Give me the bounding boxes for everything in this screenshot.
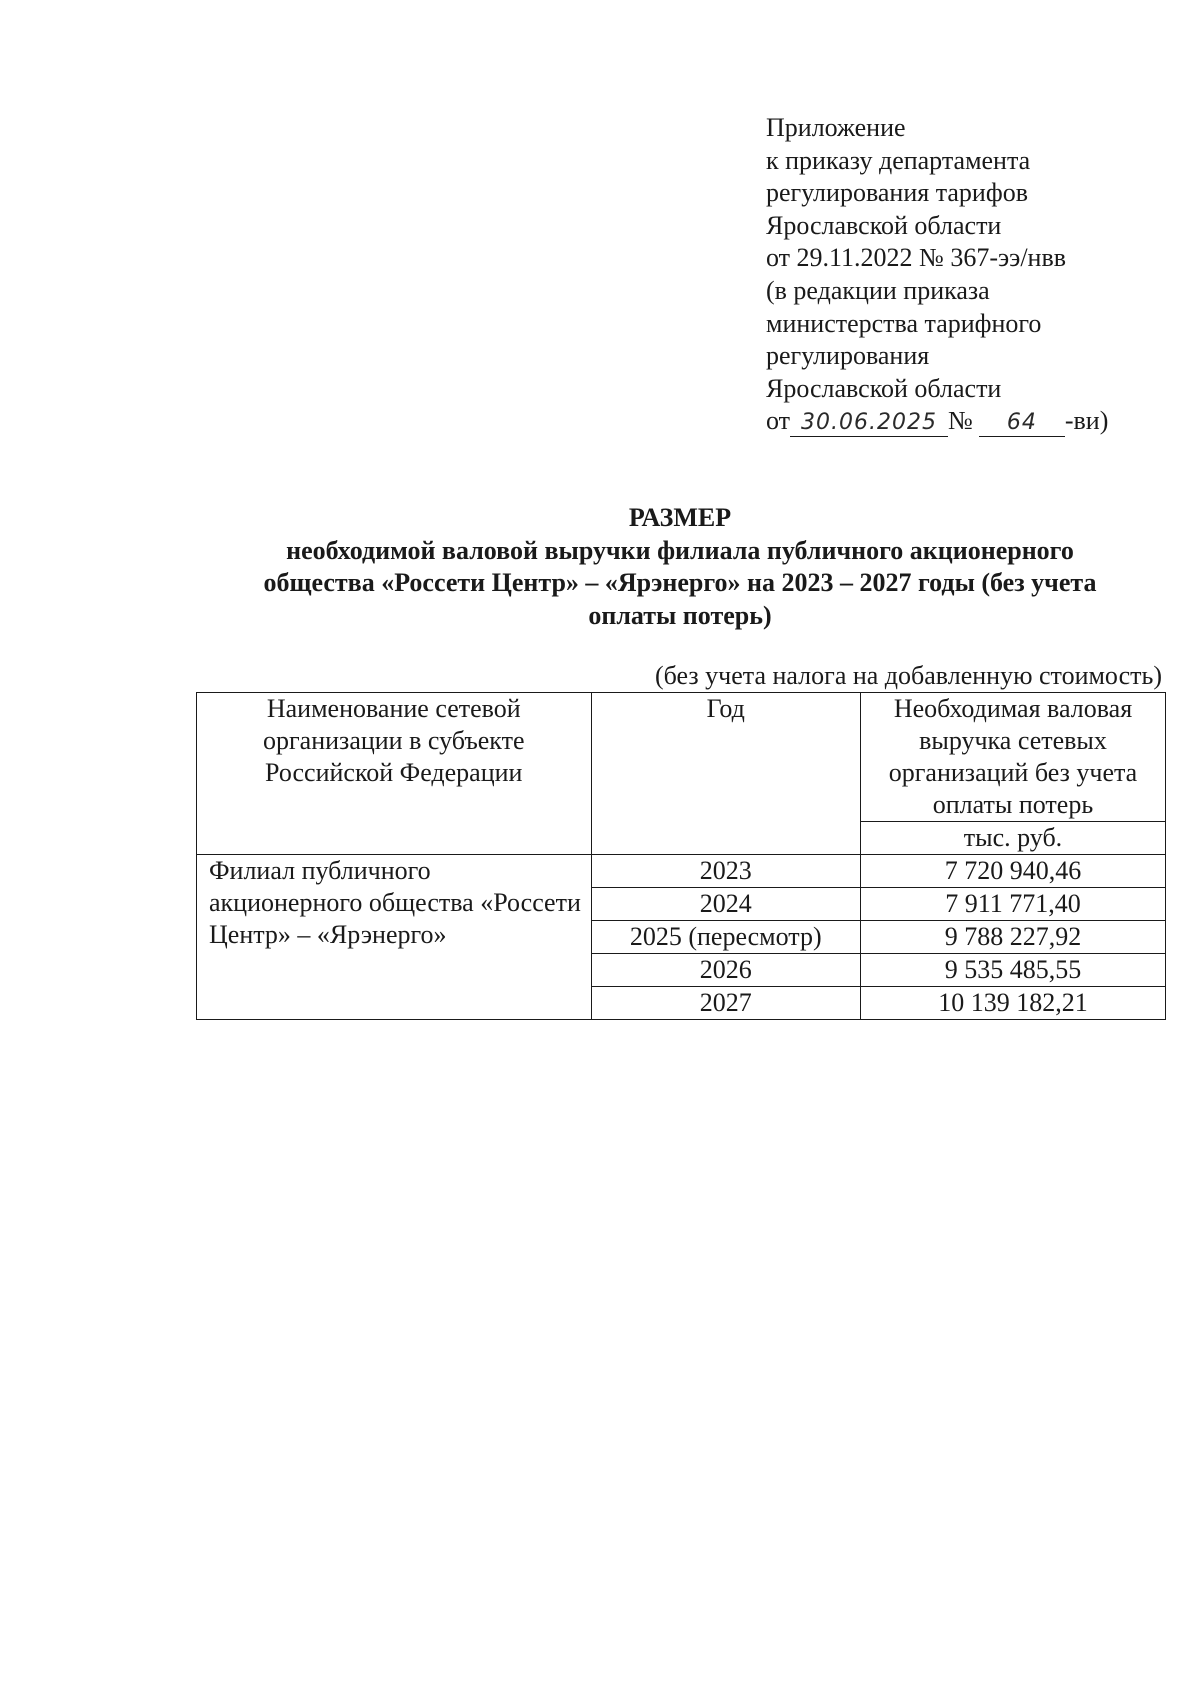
value-cell: 9 788 227,92 [860,921,1165,954]
header-org: Наименование сетевой организации в субъекте Российской Федерации [197,693,592,855]
value-cell: 10 139 182,21 [860,987,1165,1020]
title-heading: РАЗМЕР [628,503,732,532]
number-sign: № [948,406,973,436]
appendix-line: (в редакции приказа [766,275,990,305]
appendix-amendment-line [766,405,1108,438]
vat-note: (без учета налога на добавленную стоимость) [654,661,1162,690]
amendment-prefix: от [766,406,791,436]
handwritten-date: 30.06.2025 [790,410,948,437]
value-cell: 7 911 771,40 [860,888,1165,921]
header-value: Необходимая валовая выручка сетевых организаций без учета оплаты потерь [860,693,1165,822]
header-unit: тыс. руб. [860,822,1165,855]
year-cell: 2026 [591,954,860,987]
value-cell: 9 535 485,55 [860,954,1165,987]
year-cell: 2027 [591,987,860,1020]
appendix-line: Приложение [766,113,906,142]
handwritten-number: 64 [979,410,1065,437]
title-line: общества «Россети Центр» – «Ярэнерго» на 2023 – 2027 годы (без учета [263,568,1097,597]
organization-cell: Филиал публичного акционерного общества «Россети Центр» – «Ярэнерго» [197,855,592,1020]
year-cell: 2024 [591,888,860,921]
table-row [197,855,1166,888]
year-cell: 2023 [591,855,860,888]
appendix-line: к приказу департамента [766,145,1031,175]
table-header-row [197,693,1166,822]
year-cell: 2025 (пересмотр) [591,921,860,954]
appendix-line: министерства тарифного [766,308,1042,338]
revenue-table [196,692,1166,1020]
title-line: необходимой валовой выручки филиала публичного акционерного [286,535,1074,565]
appendix-line: регулирования [766,341,930,371]
appendix-line: Ярославской области [766,373,1002,403]
document-title [200,502,1160,632]
appendix-line: от 29.11.2022 № 367-ээ/нвв [766,243,1067,273]
appendix-block [766,112,1108,438]
title-line: оплаты потерь) [588,600,772,630]
appendix-line: Ярославской области [766,210,1002,240]
value-cell: 7 720 940,46 [860,855,1165,888]
header-year: Год [591,693,860,855]
amendment-suffix: -ви) [1064,406,1109,436]
appendix-line: регулирования тарифов [766,178,1028,208]
